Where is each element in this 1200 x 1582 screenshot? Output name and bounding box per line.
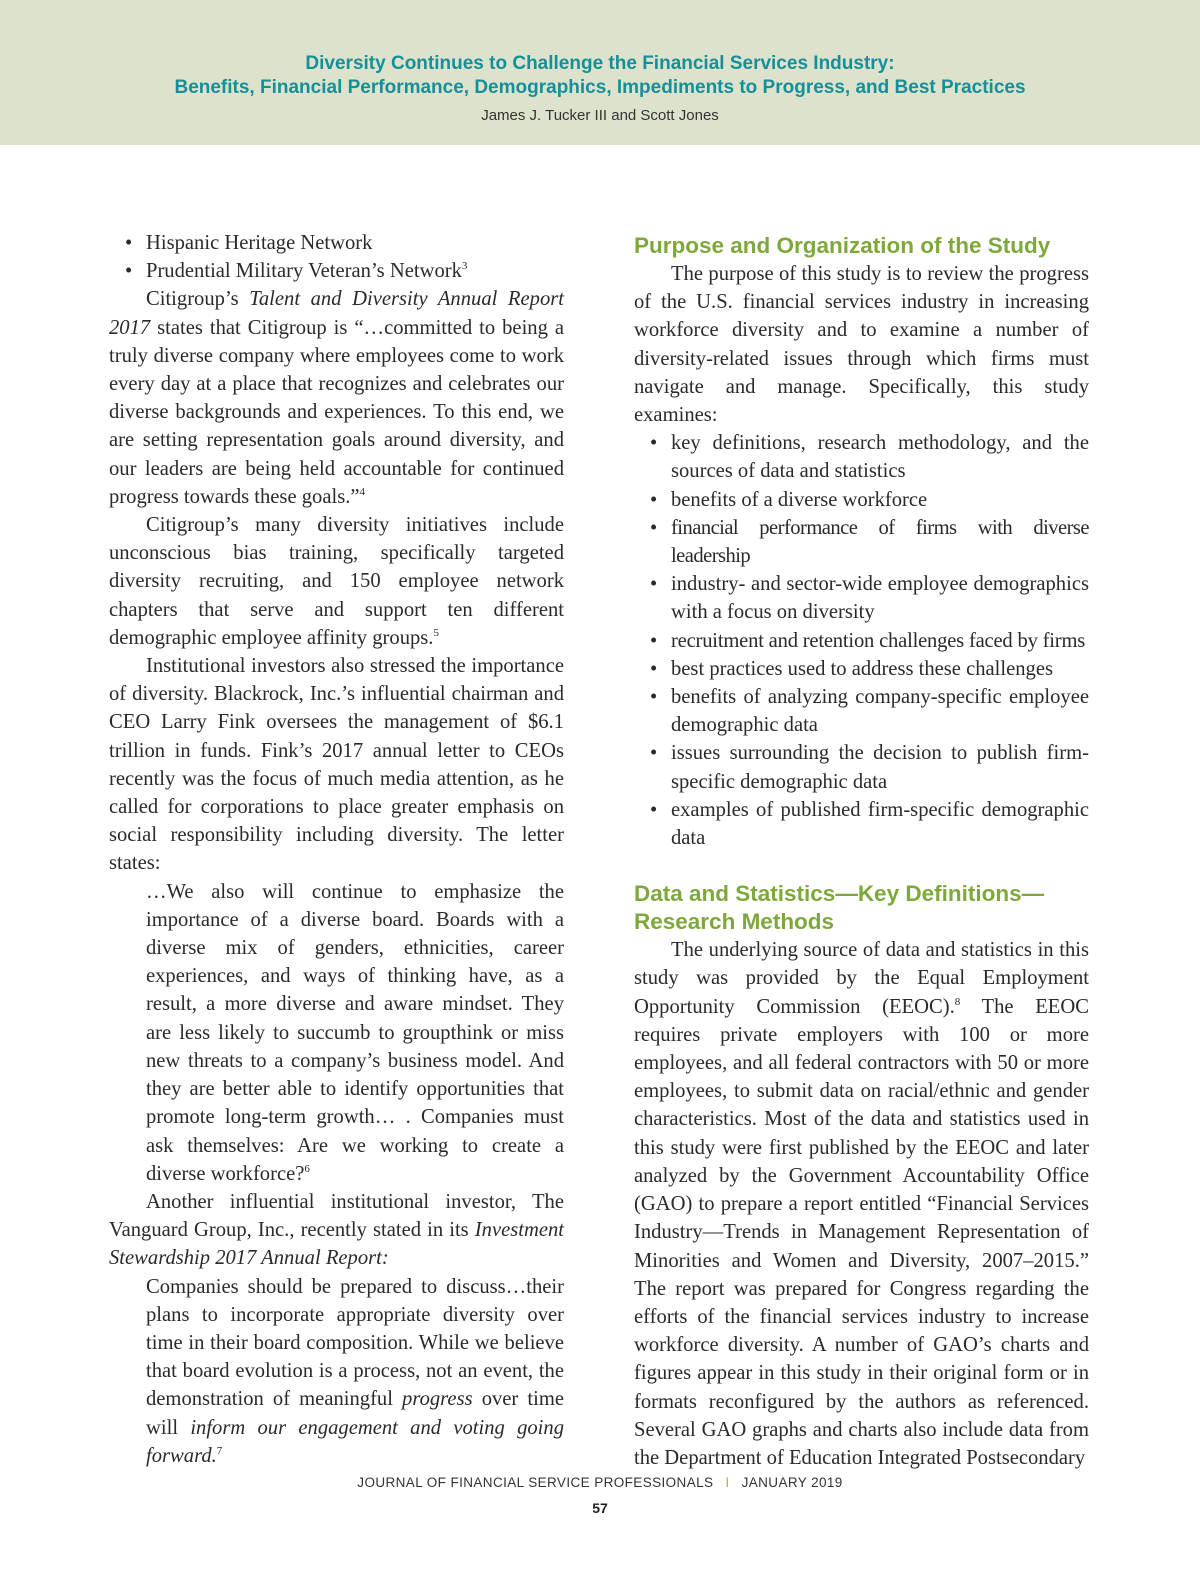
article-authors: James J. Tucker III and Scott Jones xyxy=(481,107,719,124)
paragraph-citigroup-initiatives: Citigroup’s many diversity initiatives include unconscious bias training, specifically targeted diversity recruiting, and 150 employee network chapters that serve and support ten different demographic employee affinity groups.$^5$ xyxy=(109,514,564,649)
footnote-ref: 3 xyxy=(461,260,468,273)
blockquote-vanguard-report: Companies should be prepared to discuss…their plans to incorporate appropriate diversity over time in their board composition. While we believe that board evolution is a process, not an event, the demonstration of meaningful progress over time will inform our engagement and voting going forward.$^7$ xyxy=(146,1275,564,1467)
right-column xyxy=(634,229,1089,1472)
section-heading-data-statistics: Data and Statistics—Key Definitions— Research Methods xyxy=(634,881,1045,935)
page-header xyxy=(0,0,1200,145)
paragraph-data-source: The underlying source of data and statistics in this study was provided by the Equal Employment Opportunity Commission (EEOC).$^8$ The EEOC requires private employers with 100 or more employees, and all federal contractors with 50 or more employees, to submit data on racial/ethnic and gender characteristics. Most of the data and statistics used in this study were first published by the EEOC and later analyzed by the Government Accountability Office (GAO) to prepare a report entitled “Financial Services Industry—Trends in Management Representation of Minorities and Women and Diversity, 2007–2015.” The report was prepared for Congress regarding the efforts of the financial services industry to increase workforce diversity. A number of GAO’s charts and figures appear in this study in their original form or in formats reconfigured by the authors as referenced. Several GAO graphs and charts also include data from the Department of Education Integrated Postsecondary xyxy=(634,939,1089,1469)
footnote-ref: 6 xyxy=(304,1162,310,1175)
issue-date: JANUARY 2019 xyxy=(741,1475,843,1490)
list-item: • benefits of a diverse workforce xyxy=(634,486,1089,514)
page-footer xyxy=(0,1475,1200,1490)
article-title-line-1: Diversity Continues to Challenge the Financial Services Industry: xyxy=(305,53,895,74)
paragraph-institutional-investors: Institutional investors also stressed the importance of diversity. Blackrock, Inc.’s influential chairman and CEO Larry Fink oversees the management of $6.1 trillion in funds. Fink’s 2017 annual letter to CEOs recently was the focus of much media attention, as he called for corporations to place greater emphasis on social responsibility including diversity. The letter states: xyxy=(109,655,564,875)
footnote-ref: 4 xyxy=(359,485,365,498)
list-item: • benefits of analyzing company-specific employee demographic data xyxy=(634,683,1089,739)
footnote-ref: 8 xyxy=(954,995,961,1008)
list-item: • key definitions, research methodology, and the sources of data and statistics xyxy=(634,429,1089,485)
footnote-ref: 7 xyxy=(216,1444,223,1457)
list-item: • best practices used to address these challenges xyxy=(634,655,1089,683)
network-list xyxy=(109,229,564,285)
footnote-ref: 5 xyxy=(433,626,439,639)
left-column xyxy=(109,229,564,1470)
paragraph-citigroup-report: Citigroup’s Talent and Diversity Annual Report 2017 states that Citigroup is “…committed to being a truly diverse company where employees come to work every day at a place that recognizes and celebrates our diverse backgrounds and experiences. To this end, we are setting representation goals around diversity, and our leaders are being held accountable for continued progress towards these goals.”$^4$ xyxy=(109,288,564,508)
page-number: 57 xyxy=(592,1500,608,1516)
paragraph-vanguard: Another influential institutional investor, The Vanguard Group, Inc., recently stated in its Investment Stewardship 2017 Annual Report: xyxy=(109,1190,564,1270)
study-topics-list xyxy=(634,429,1089,852)
list-item: • recruitment and retention challenges faced by firms xyxy=(634,627,1089,655)
journal-name: JOURNAL OF FINANCIAL SERVICE PROFESSIONALS xyxy=(357,1475,714,1490)
footer-separator: I xyxy=(725,1475,730,1490)
article-title-line-2: Benefits, Financial Performance, Demographics, Impediments to Progress, and Best Practices xyxy=(174,77,1026,98)
list-item: • examples of published firm-specific demographic data xyxy=(634,796,1089,852)
list-item: • issues surrounding the decision to publish firm-specific demographic data xyxy=(634,739,1089,795)
list-item: • industry- and sector-wide employee demographics with a focus on diversity xyxy=(634,570,1089,626)
blockquote-fink-letter: …We also will continue to emphasize the importance of a diverse board. Boards with a diverse mix of genders, ethnicities, career experiences, and ways of thinking have, as a result, a more diverse and aware mindset. They are less likely to succumb to groupthink or miss new threats to a company’s business model. And they are better able to identify opportunities that promote long-term growth… . Companies must ask themselves: Are we working to create a diverse workforce?$^6$ xyxy=(146,880,564,1185)
list-item: • financial performance of firms with diverse leadership xyxy=(634,514,1089,570)
section-heading-purpose: Purpose and Organization of the Study xyxy=(634,233,1051,258)
paragraph-purpose: The purpose of this study is to review the progress of the U.S. financial services industry in increasing workforce diversity and to examine a number of diversity-related issues through which firms must navigate and manage. Specifically, this study examines: xyxy=(634,263,1089,427)
list-item: • Hispanic Heritage Network xyxy=(109,229,564,257)
list-item: • Prudential Military Veteran’s Network$^3$ xyxy=(109,257,564,285)
